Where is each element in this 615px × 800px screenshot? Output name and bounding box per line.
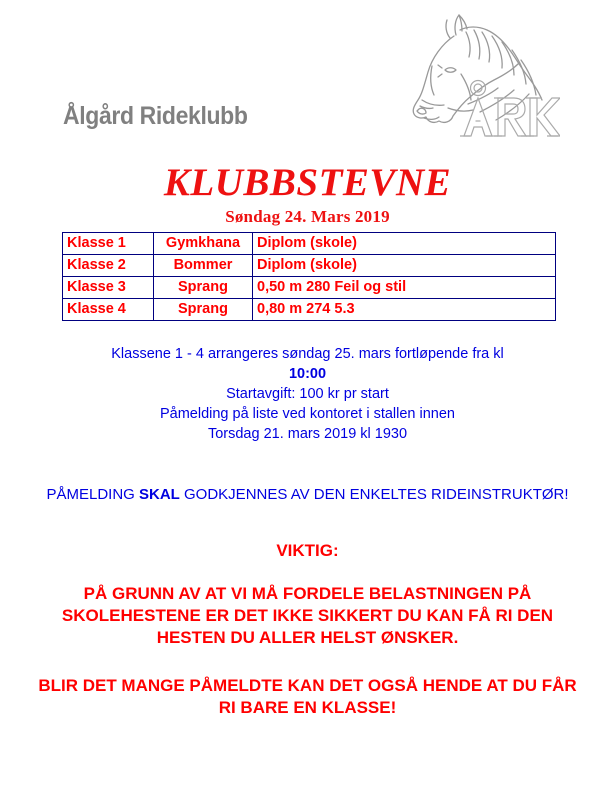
cell-gren: Sprang: [154, 298, 253, 320]
important-heading: VIKTIG:: [276, 540, 339, 560]
event-date: Søndag 24. Mars 2019: [225, 206, 390, 226]
cell-gren: Sprang: [154, 276, 253, 298]
event-info-block: [0, 344, 615, 444]
cell-beskrivelse: Diplom (skole): [253, 232, 556, 254]
table-row: [63, 298, 556, 320]
classes-table-wrapper: [0, 232, 615, 321]
cell-klasse: Klasse 2: [63, 254, 154, 276]
approval-suffix: GODKJENNES AV DEN ENKELTES RIDEINSTRUKTØR!: [179, 485, 569, 503]
cell-gren: Bommer: [154, 254, 253, 276]
important-body: PÅ GRUNN AV AT VI MÅ FORDELE BELASTNINGEN PÅ SKOLEHESTENE ER DET IKKE SIKKERT DU KAN FÅ RI DEN HESTEN DU ALLER HELST ØNSKER.: [61, 583, 554, 647]
cell-beskrivelse: 0,50 m 280 Feil og stil: [253, 276, 556, 298]
closing-notice: BLIR DET MANGE PÅMELDTE KAN DET OGSÅ HENDE AT DU FÅR RI BARE EN KLASSE!: [38, 675, 577, 717]
poster-header: [0, 0, 615, 155]
info-line-time: 10:00: [288, 365, 327, 382]
cell-klasse: Klasse 1: [63, 232, 154, 254]
cell-gren: Gymkhana: [154, 232, 253, 254]
cell-beskrivelse: 0,80 m 274 5.3: [253, 298, 556, 320]
approval-notice: [0, 485, 615, 505]
info-line-signup-location: Påmelding på liste ved kontoret i stallen innen: [159, 405, 455, 422]
approval-prefix: PÅMELDING: [46, 485, 139, 503]
info-line-schedule: Klassene 1 - 4 arrangeres søndag 25. mars fortløpende fra kl: [111, 345, 504, 362]
info-line-deadline: Torsdag 21. mars 2019 kl 1930: [207, 425, 408, 442]
club-name: Ålgård Rideklubb: [63, 102, 248, 130]
info-line-fee: Startavgift: 100 kr pr start: [226, 385, 389, 402]
cell-klasse: Klasse 4: [63, 298, 154, 320]
approval-emphasis: SKAL: [139, 485, 180, 503]
club-logo: [408, 8, 560, 140]
table-row: [63, 232, 556, 254]
title-block: [0, 163, 615, 227]
logo-monogram: [460, 81, 560, 137]
horse-head-icon: [413, 15, 542, 122]
table-row: [63, 254, 556, 276]
page-title: KLUBBSTEVNE: [163, 161, 452, 204]
cell-klasse: Klasse 3: [63, 276, 154, 298]
table-row: [63, 276, 556, 298]
classes-table: [62, 232, 556, 321]
cell-beskrivelse: Diplom (skole): [253, 254, 556, 276]
